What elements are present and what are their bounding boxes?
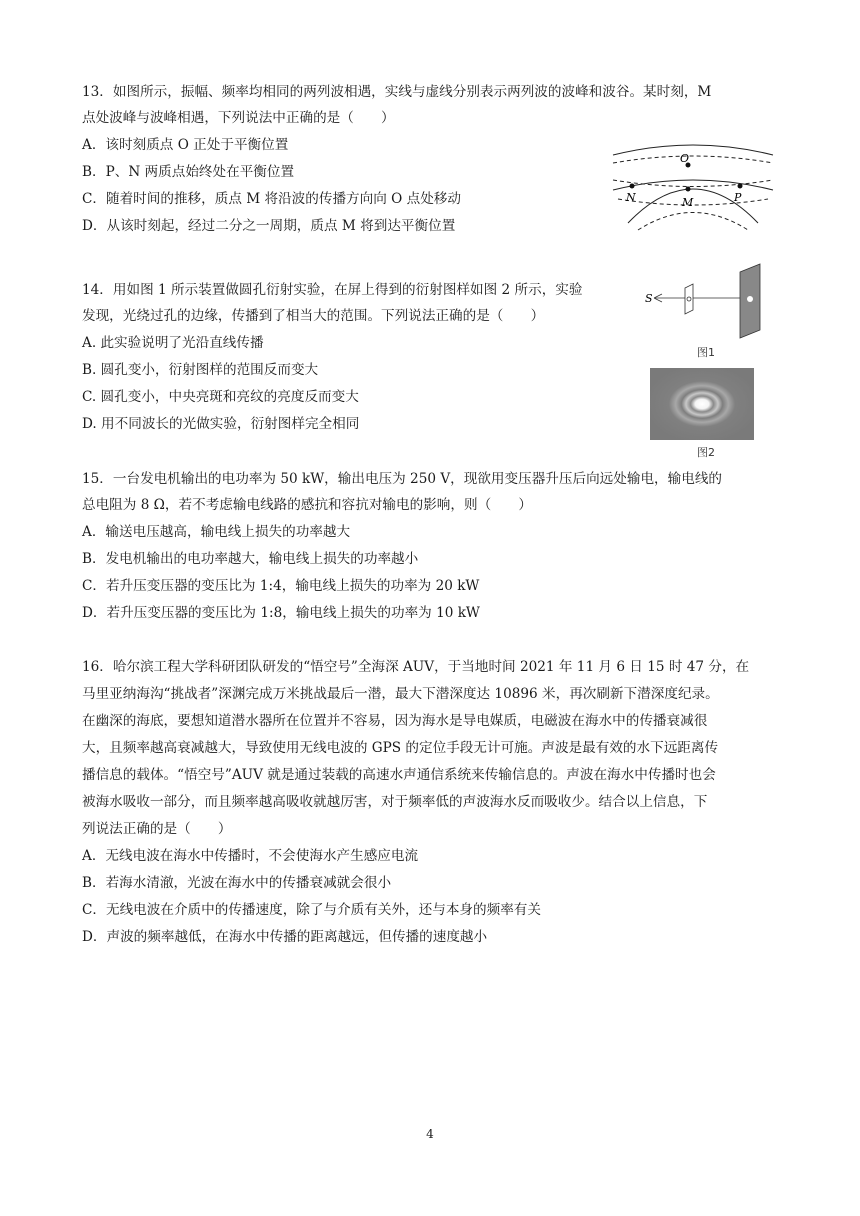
q14-figure1-apparatus: [640, 262, 770, 342]
q14-option-c: C. 圆孔变小，中央亮斑和亮纹的亮度反而变大: [82, 389, 359, 405]
q15-stem-line-1: 15．一台发电机输出的电功率为 50 kW，输出电压为 250 V，现欲用变压器升压后向远处输电，输电线的: [82, 471, 723, 487]
source-s-label: S: [645, 292, 653, 305]
q14-stem-line-2: 发现，光绕过孔的边缘，传播到了相当大的范围。下列说法正确的是（ ）: [82, 308, 545, 324]
q13-wave-interference-figure: [608, 135, 778, 235]
q13-option-c: C．随着时间的推移，质点 M 将沿波的传播方向向 O 点处移动: [82, 191, 461, 207]
figure2-caption: 图2: [697, 446, 715, 459]
q14-figure2-diffraction-pattern: [650, 368, 754, 440]
q13-stem-line-1: 13．如图所示，振幅、频率均相同的两列波相遇，实线与虚线分别表示两列波的波峰和波谷。某时刻，M: [82, 84, 712, 100]
q16-stem-line-1: 16．哈尔滨工程大学科研团队研发的“悟空号”全海深 AUV，于当地时间 2021 年 11 月 6 日 15 时 47 分，在: [82, 659, 750, 675]
label-n: N: [626, 191, 636, 204]
page-number: 4: [426, 1127, 434, 1141]
point-n-dot: [630, 184, 635, 189]
q16-stem-line-5: 播信息的载体。“悟空号”AUV 就是通过装载的高速水声通信系统来传输信息的。声波在海水中传播时也会: [82, 767, 716, 783]
q13-stem-line-2: 点处波峰与波峰相遇，下列说法中正确的是（ ）: [82, 110, 395, 126]
q15-option-d: D．若升压变压器的变压比为 1:8，输电线上损失的功率为 10 kW: [82, 605, 480, 621]
q14-option-a: A. 此实验说明了光沿直线传播: [82, 335, 264, 351]
q16-option-d: D．声波的频率越低，在海水中传播的距离越远，但传播的速度越小: [82, 929, 488, 945]
q15-stem-line-2: 总电阻为 8 Ω，若不考虑输电线路的感抗和容抗对输电的影响，则（ ）: [82, 497, 532, 513]
q16-stem-line-6: 被海水吸收一部分，而且频率越高吸收就越厉害，对于频率低的声波海水反而吸收少。结合以上信息，下: [82, 794, 708, 810]
q14-stem-line-1: 14．用如图 1 所示装置做圆孔衍射实验，在屏上得到的衍射图样如图 2 所示，实验: [82, 282, 583, 298]
figure1-caption: 图1: [697, 346, 715, 359]
q13-option-a: A．该时刻质点 O 正处于平衡位置: [82, 137, 289, 153]
label-p: P: [734, 191, 742, 204]
point-p-dot: [738, 184, 743, 189]
label-o: O: [680, 152, 690, 165]
q15-option-b: B．发电机输出的电功率越大，输电线上损失的功率越小: [82, 551, 419, 567]
q16-stem-line-3: 在幽深的海底，要想知道潜水器所在位置并不容易，因为海水是导电媒质，电磁波在海水中的传播衰减很: [82, 713, 708, 729]
q14-option-d: D. 用不同波长的光做实验，衍射图样完全相同: [82, 416, 360, 432]
q16-option-c: C．无线电波在介质中的传播速度，除了与介质有关外，还与本身的频率有关: [82, 902, 541, 918]
q15-option-c: C．若升压变压器的变压比为 1:4，输电线上损失的功率为 20 kW: [82, 578, 480, 594]
q16-option-a: A．无线电波在海水中传播时，不会使海水产生感应电流: [82, 848, 419, 864]
q13-option-b: B．P、N 两质点始终处在平衡位置: [82, 164, 295, 180]
point-m-dot: [686, 187, 691, 192]
q16-option-b: B．若海水清澈，光波在海水中的传播衰减就会很小: [82, 875, 392, 891]
label-m: M: [682, 196, 694, 209]
q16-stem-line-7: 列说法正确的是（ ）: [82, 821, 232, 837]
q13-option-d: D．从该时刻起，经过二分之一周期，质点 M 将到达平衡位置: [82, 218, 456, 234]
q15-option-a: A．输送电压越高，输电线上损失的功率越大: [82, 524, 351, 540]
q16-stem-line-2: 马里亚纳海沟“挑战者”深渊完成万米挑战最后一潜，最大下潜深度达 10896 米，再次刷新下潜深度纪录。: [82, 686, 719, 702]
q16-stem-line-4: 大，且频率越高衰减越大，导致使用无线电波的 GPS 的定位手段无计可施。声波是最有效的水下远距离传: [82, 740, 719, 756]
q14-option-b: B. 圆孔变小，衍射图样的范围反而变大: [82, 362, 319, 378]
